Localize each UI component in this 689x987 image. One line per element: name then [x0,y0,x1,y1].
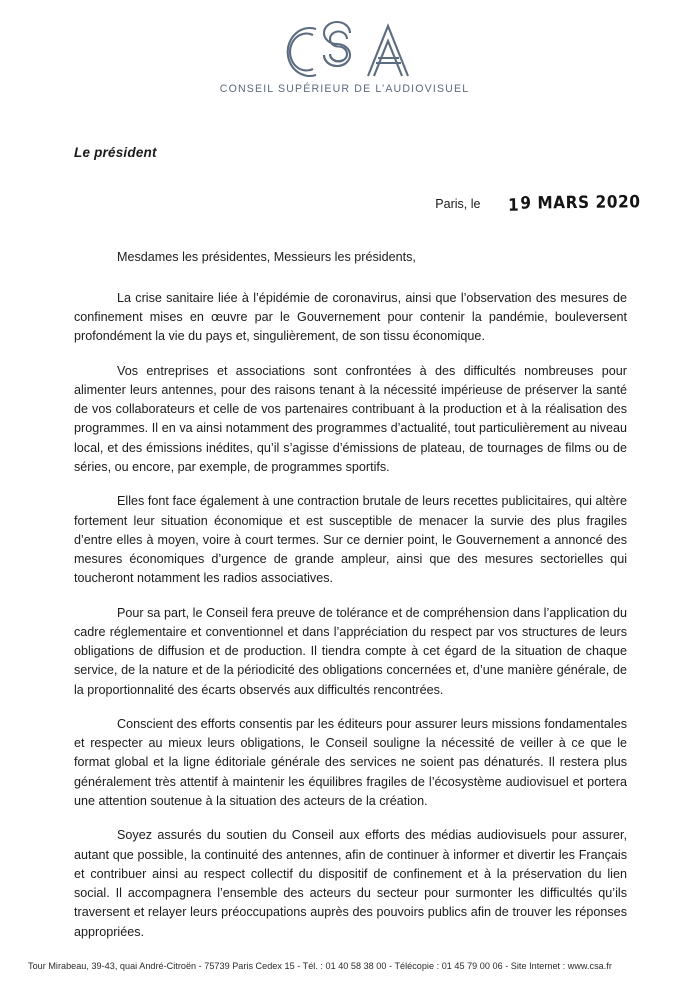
paragraph: Vos entreprises et associations sont confrontées à des difficultés nombreuses pour alimenter leurs antennes, pour des raisons tenant à la nécessité impérieuse de préserver la santé de vos collaborateurs et celle de vos partenaires contribuant à la production et à la réalisation des programmes. Il en va ainsi notamment des programmes d’actualité, tout particulièrement au niveau local, et des émissions inédites, qu’il s’agisse d’émissions de plateau, de tournages de films ou de séries, ou encore, par exemple, de programmes sportifs. [74,363,627,475]
paragraph: Pour sa part, le Conseil fera preuve de tolérance et de compréhension dans l’application du cadre réglementaire et conventionnel et dans l’appréciation du respect par vos structures de leurs obligations de diffusion et de production. Il tiendra compte à cet égard de la situation de chaque service, de la nature et de la périodicité des obligations concernées et, d’une manière générale, de la proportionnalité des écarts observés aux difficultés rencontrées. [74,605,627,697]
date-label: Paris, le [435,197,481,211]
salutation: Mesdames les présidentes, Messieurs les présidents, [117,250,416,264]
letter-body [74,248,627,957]
date-stamp-rest: 9 MARS 2020 [520,192,642,214]
paragraph: Elles font face également à une contraction brutale de leurs recettes publicitaires, qui altère fortement leur situation économique et est susceptible de menacer la survie des plus fragiles d’entre elles à moyen, voire à court termes. Sur ce dernier point, le Gouvernement a annoncé des mesures économiques d’urgence de grande ampleur, ainsi que des mesures sectorielles qui toucheront notamment les radios associatives. [74,494,627,586]
letterhead [0,0,689,95]
letterhead-subtitle: CONSEIL SUPÉRIEUR DE L’AUDIOVISUEL [219,83,470,95]
paragraph: La crise sanitaire liée à l’épidémie de coronavirus, ainsi que l’observation des mesures de confinement mises en œuvre par le Gouvernement pour contenir la pandémie, bouleversent profondément la vie du pays et, singulièrement, de son tissu économique. [74,290,627,344]
csa-monogram-icon [270,18,420,80]
paragraph: Conscient des efforts consentis par les éditeurs pour assurer leurs missions fondamentales et respecter au mieux leurs obligations, le Conseil souligne la nécessité de veiller à ce que le format global et la ligne éditoriale générale des services ne soient pas dénaturés. Il restera plus généralement très attentif à maintenir les équilibres fragiles de l’écosystème audiovisuel et portera une attention soutenue à la situation des acteurs de la création. [74,716,627,808]
date-stamp [508,192,641,214]
sender-title: Le président [74,145,157,160]
footer-contact-line: Tour Mirabeau, 39-43, quai André-Citroën - 75739 Paris Cedex 15 - Tél. : 01 40 58 38 00 - Télécopie : 01 45 79 00 06 - Site Internet : www.csa.fr [28,961,612,971]
date-line [435,192,642,216]
date-stamp-lead: 1 [508,195,520,216]
paragraph: Soyez assurés du soutien du Conseil aux efforts des médias audiovisuels pour assurer, autant que possible, la continuité des antennes, afin de continuer à informer et divertir les Français et contribuer ainsi au respect collectif du dispositif de confinement et à la préservation du lien social. Il accompagnera l’ensemble des acteurs du secteur pour surmonter les difficultés qu’ils traversent et relayer leurs préoccupations auprès des pouvoirs publics afin de trouver les réponses appropriées. [74,828,627,939]
